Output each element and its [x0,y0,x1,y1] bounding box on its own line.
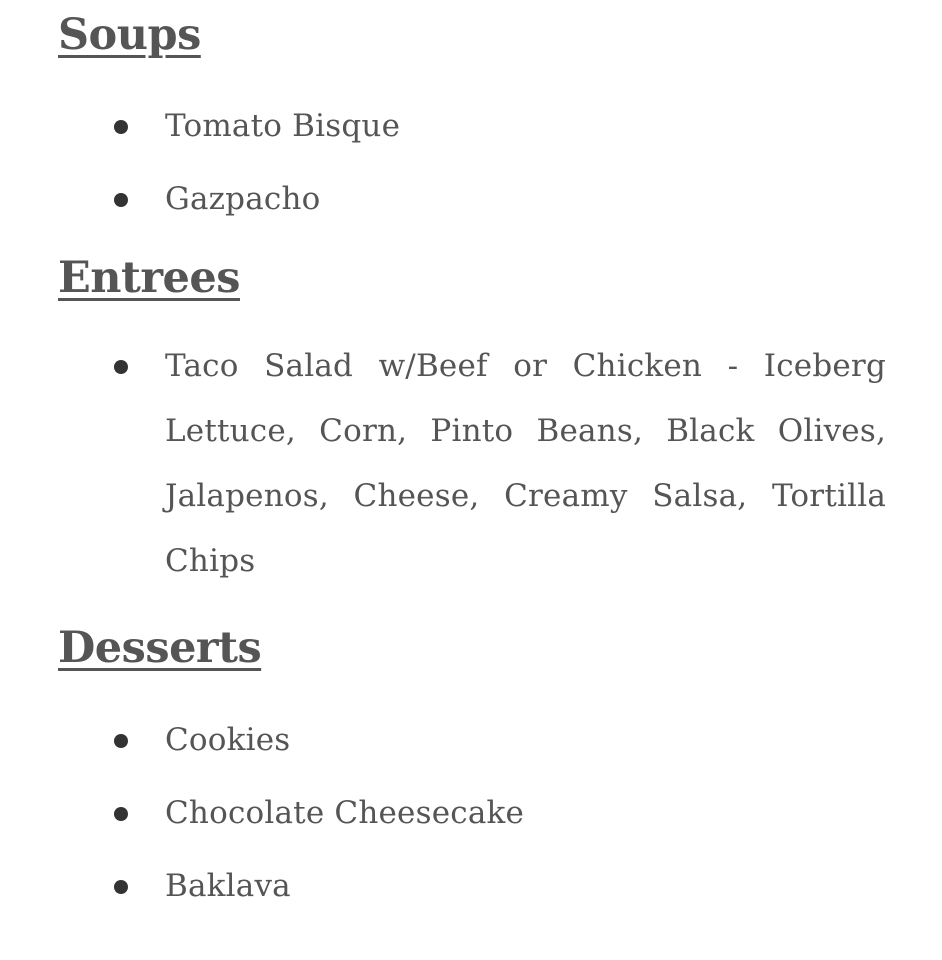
section-entrees [58,253,886,594]
list-item [58,334,886,594]
list-item-text: Chocolate Cheesecake [165,795,525,831]
list-item-text: Cookies [165,722,291,758]
section-heading-entrees: Entrees [58,253,240,303]
list-item-text: Taco Salad w/Beef or Chicken - Iceberg Lettuce, Corn, Pinto Beans, Black Olives, Jalapenos, Cheese, Creamy Salsa, Tortilla Chips [165,348,886,579]
bullet-icon [114,193,128,207]
list-item-text: Gazpacho [165,181,321,217]
list-item-text: Tomato Bisque [165,108,401,144]
menu-document [58,10,886,919]
bullet-icon [114,880,128,894]
entrees-list [58,334,886,594]
desserts-list [58,708,886,919]
section-soups [58,10,886,232]
list-item [58,94,886,159]
bullet-icon [114,734,128,748]
list-item [58,854,886,919]
section-desserts [58,623,886,919]
list-item [58,167,886,232]
bullet-icon [114,807,128,821]
section-heading-desserts: Desserts [58,623,262,673]
list-item-text: Baklava [165,868,291,904]
list-item [58,708,886,773]
bullet-icon [114,360,128,374]
soups-list [58,94,886,232]
list-item [58,781,886,846]
section-heading-soups: Soups [58,10,201,60]
bullet-icon [114,120,128,134]
